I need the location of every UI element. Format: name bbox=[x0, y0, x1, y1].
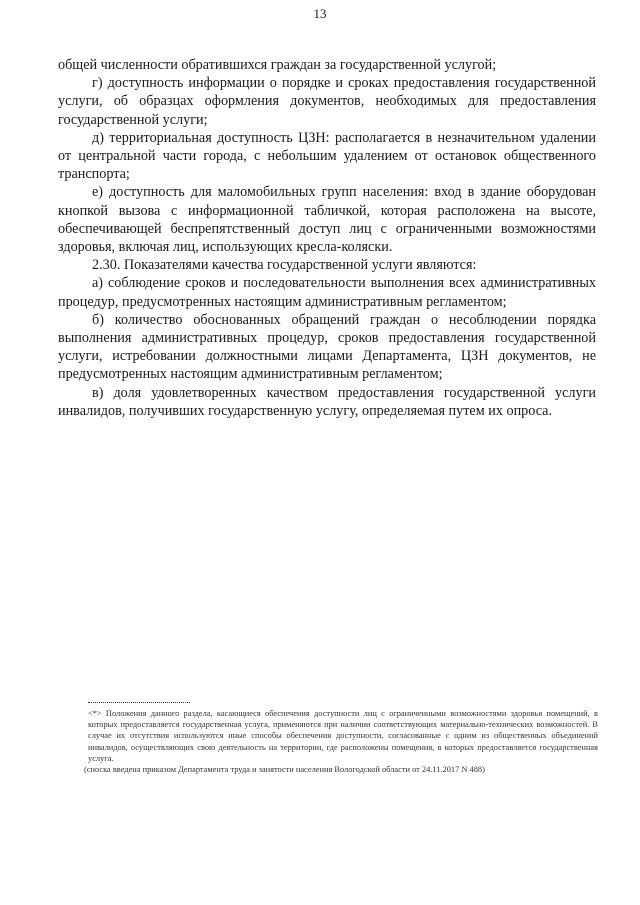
paragraph-2-30: 2.30. Показателями качества государственной услуги являются: bbox=[92, 257, 477, 274]
footnote-text: <*> Положения данного раздела, касающиеся обеспечения доступности лиц с ограниченными возможностями здоровья помещений, в которых предоставляется государственная услуга, применяются при наличии соответствующих материально-технических возможностей. В случае их отсутствия используются иные способы обеспечения доступности, согласованные с одним из общественных объединений инвалидов, осуществляющих свою деятельность на территории, где расположены помещения, в которых предоставляется государственная услуга. bbox=[88, 709, 598, 763]
paragraph-item-e: е) доступность для маломобильных групп населения: вход в здание оборудован кнопкой вызова с информационной табличкой, которая расположена на высоте, обеспечивающей беспрепятственный доступ лиц с ограниченными возможностями здоровья, включая лиц, использующих кресла-коляски. bbox=[58, 184, 596, 256]
document-body bbox=[58, 56, 596, 420]
paragraph-item-d: д) территориальная доступность ЦЗН: располагается в незначительном удалении от центральной части города, с небольшим удалением от остановок общественного транспорта; bbox=[58, 129, 596, 183]
paragraph-item-b: б) количество обоснованных обращений граждан о несоблюдении порядка выполнения административных процедур, сроков предоставления государственной услуги, истребовании должностными лицами Департамента, ЦЗН документов, не предусмотренных настоящим административным регламентом; bbox=[58, 311, 596, 383]
footnote bbox=[84, 708, 598, 775]
footnote-amendment-note: (сноска введена приказом Департамента труда и занятости населения Вологодской области от 24.11.2017 N 488) bbox=[84, 765, 485, 775]
page-number: 13 bbox=[313, 6, 327, 21]
paragraph-continuation: общей численности обратившихся граждан за государственной услугой; bbox=[58, 57, 497, 73]
footnote-separator bbox=[88, 702, 190, 703]
paragraph-item-g: г) доступность информации о порядке и сроках предоставления государственной услуги, об образцах оформления документов, необходимых для предоставления государственной услуги; bbox=[58, 75, 596, 128]
paragraph-item-a: а) соблюдение сроков и последовательности выполнения всех административных процедур, предусмотренных настоящим административным регламентом; bbox=[58, 275, 596, 310]
paragraph-item-v: в) доля удовлетворенных качеством предоставления государственной услуги инвалидов, получивших государственную услугу, определяемая путем их опроса. bbox=[58, 384, 596, 419]
